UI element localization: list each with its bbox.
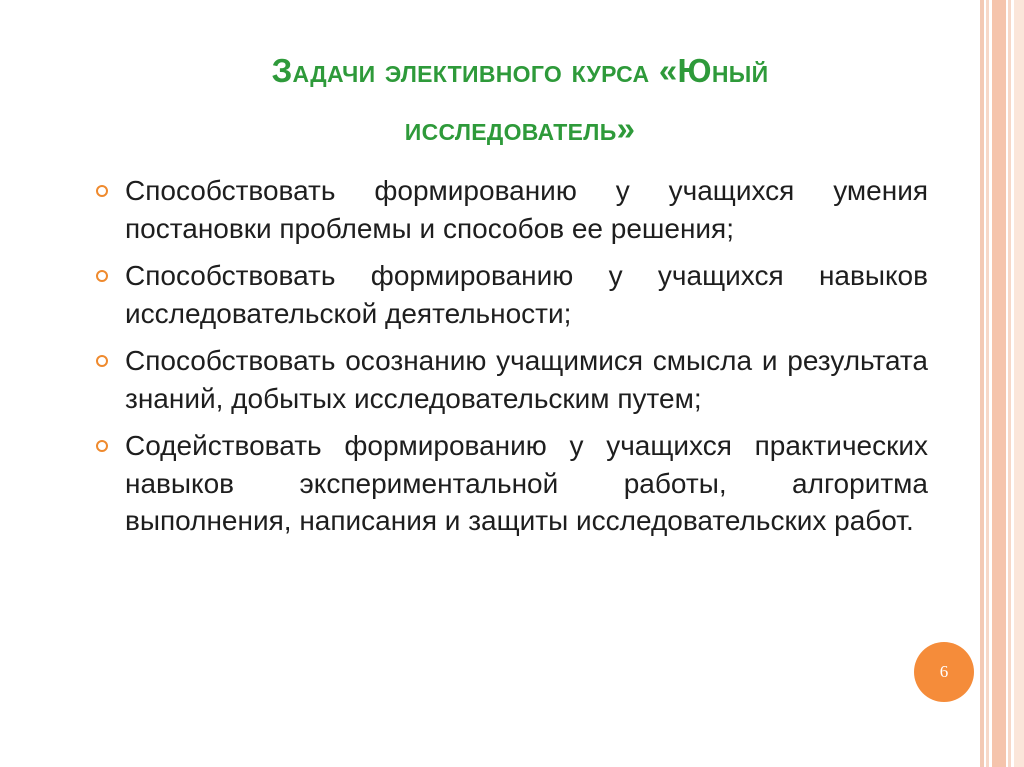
decorative-stripes xyxy=(980,0,1024,767)
stripe xyxy=(980,0,984,767)
bullet-list xyxy=(92,172,928,550)
stripe xyxy=(1014,0,1024,767)
list-item xyxy=(92,257,928,332)
list-item-text: Способствовать формированию у учащихся умения постановки проблемы и способов ее решения; xyxy=(125,175,928,244)
list-item xyxy=(92,172,928,247)
slide-title-line2: исследователь» xyxy=(404,110,636,147)
page-number-badge xyxy=(914,642,974,702)
slide-title xyxy=(120,42,920,158)
stripe xyxy=(992,0,1006,767)
list-item-text: Содействовать формированию у учащихся практических навыков экспериментальной работы, алгоритма выполнения, написания и защиты исследовательских работ. xyxy=(125,430,928,536)
bullet-icon xyxy=(96,355,108,367)
stripe xyxy=(1008,0,1011,767)
list-item xyxy=(92,342,928,417)
list-item-text: Способствовать осознанию учащимися смысла и результата знаний, добытых исследовательским путем; xyxy=(125,345,928,414)
bullet-icon xyxy=(96,440,108,452)
list-item-text: Способствовать формированию у учащихся навыков исследовательской деятельности; xyxy=(125,260,928,329)
page-number: 6 xyxy=(939,662,949,681)
slide-title-line1: Задачи элективного курса «Юный xyxy=(271,52,769,89)
bullet-icon xyxy=(96,270,108,282)
list-item xyxy=(92,427,928,540)
stripe xyxy=(986,0,989,767)
bullet-icon xyxy=(96,185,108,197)
